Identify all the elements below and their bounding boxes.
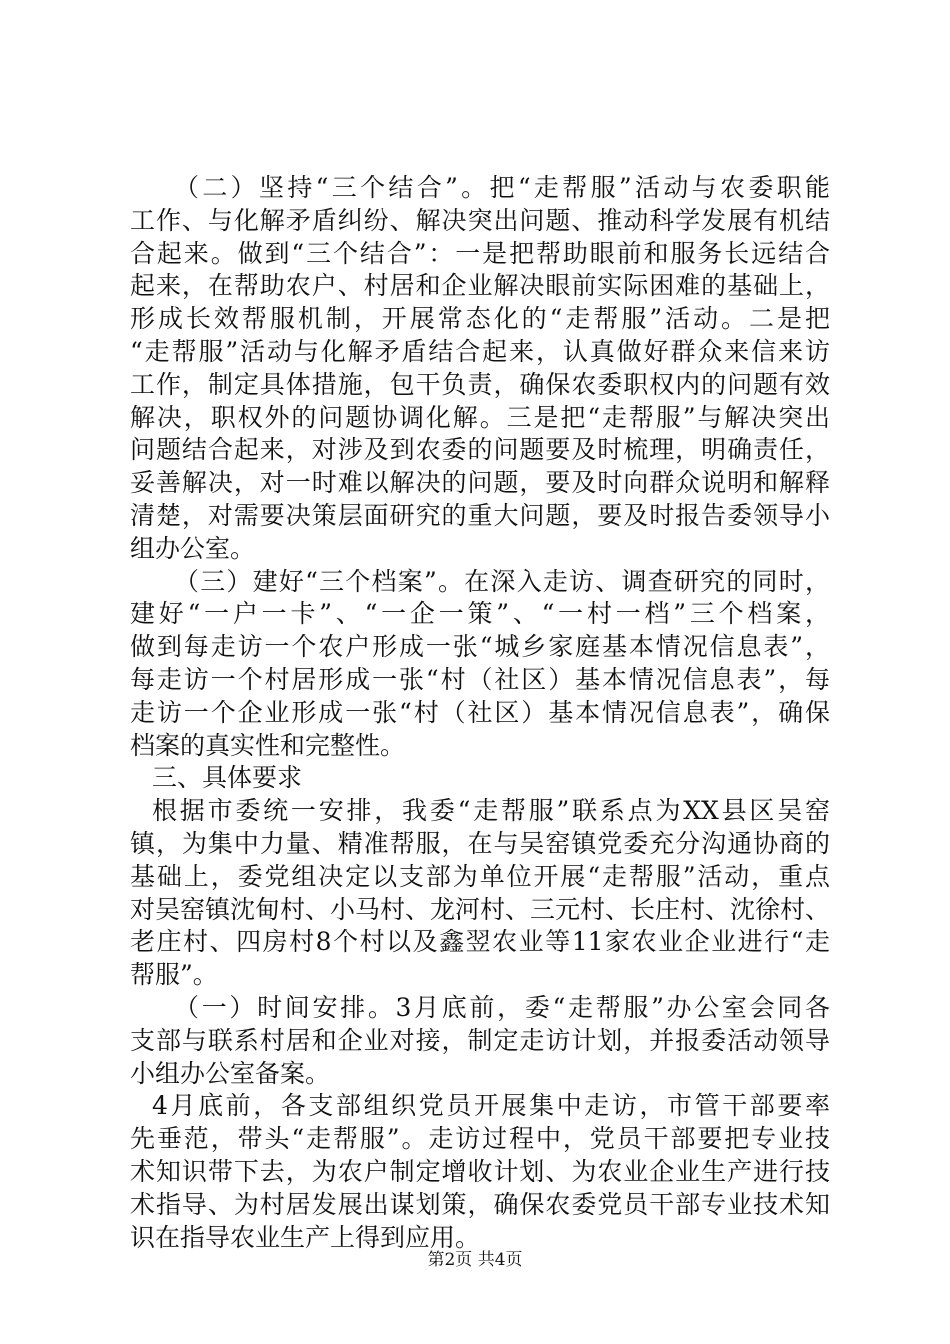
paragraph-line: 工作、与化解矛盾纠纷、解决突出问题、推动科学发展有机结 [130, 205, 830, 235]
paragraph-line: 每走访一个村居形成一张“村（社区）基本情况信息表”，每 [130, 664, 830, 694]
paragraph-line: 起来，在帮助农户、村居和企业解决眼前实际困难的基础上， [130, 271, 830, 301]
paragraph-line: 做到每走访一个农户形成一张“城乡家庭基本情况信息表”， [130, 632, 830, 662]
section-heading: 三、具体要求 [152, 763, 303, 793]
paragraph-line: （二）坚持“三个结合”。把“走帮服”活动与农委职能 [174, 173, 830, 202]
paragraph-line: 清楚，对需要决策层面研究的重大问题，要及时报告委领导小 [130, 500, 830, 530]
paragraph-line: 术知识带下去，为农户制定增收计划、为农业企业生产进行技 [130, 1156, 830, 1186]
paragraph-line: 先垂范，带头“走帮服”。走访过程中，党员干部要把专业技 [130, 1124, 830, 1154]
paragraph-line: 妥善解决，对一时难以解决的问题，要及时向群众说明和解释 [130, 468, 830, 498]
paragraph-line: 走访一个企业形成一张“村（社区）基本情况信息表”，确保 [130, 697, 830, 727]
paragraph-line: （三）建好“三个档案”。在深入走访、调查研究的同时， [174, 566, 830, 596]
paragraph-line: 对吴窑镇沈甸村、小马村、龙河村、三元村、长庄村、沈徐村、 [130, 894, 830, 924]
page-number-footer: 第2页 共4页 [427, 1250, 523, 1270]
paragraph-line: 识在指导农业生产上得到应用。 [130, 1222, 481, 1252]
paragraph-line: 档案的真实性和完整性。 [130, 730, 406, 760]
paragraph-line: 老庄村、四房村8个村以及鑫翌农业等11家农业企业进行“走 [130, 927, 830, 957]
paragraph-line: 帮服”。 [130, 960, 218, 990]
paragraph-line: （一）时间安排。3月底前，委“走帮服”办公室会同各 [174, 992, 830, 1022]
paragraph-line: 基础上，委党组决定以支部为单位开展“走帮服”活动，重点 [130, 861, 830, 891]
paragraph-line: “走帮服”活动与化解矛盾结合起来，认真做好群众来信来访 [130, 336, 830, 366]
paragraph-line: 形成长效帮服机制，开展常态化的“走帮服”活动。二是把 [130, 304, 830, 334]
paragraph-line: 建好“一户一卡”、“一企一策”、“一村一档”三个档案， [130, 599, 830, 629]
paragraph-line: 合起来。做到“三个结合”：一是把帮助眼前和服务长远结合 [130, 238, 830, 268]
paragraph-line: 支部与联系村居和企业对接，制定走访计划，并报委活动领导 [130, 1025, 830, 1055]
document-body [130, 172, 830, 1254]
paragraph-line: 解决，职权外的问题协调化解。三是把“走帮服”与解决突出 [130, 402, 830, 432]
paragraph-line: 小组办公室备案。 [130, 1058, 331, 1088]
paragraph-line: 根据市委统一安排，我委“走帮服”联系点为XX县区吴窑 [152, 796, 830, 826]
paragraph-line: 问题结合起来，对涉及到农委的问题要及时梳理，明确责任， [130, 435, 830, 465]
paragraph-line: 4月底前，各支部组织党员开展集中走访，市管干部要率 [152, 1091, 830, 1121]
paragraph-line: 工作，制定具体措施，包干负责，确保农委职权内的问题有效 [130, 369, 830, 399]
paragraph-line: 组办公室。 [130, 533, 256, 563]
paragraph-line: 镇，为集中力量、精准帮服，在与吴窑镇党委充分沟通协商的 [130, 828, 830, 858]
paragraph-line: 术指导、为村居发展出谋划策，确保农委党员干部专业技术知 [130, 1189, 830, 1219]
